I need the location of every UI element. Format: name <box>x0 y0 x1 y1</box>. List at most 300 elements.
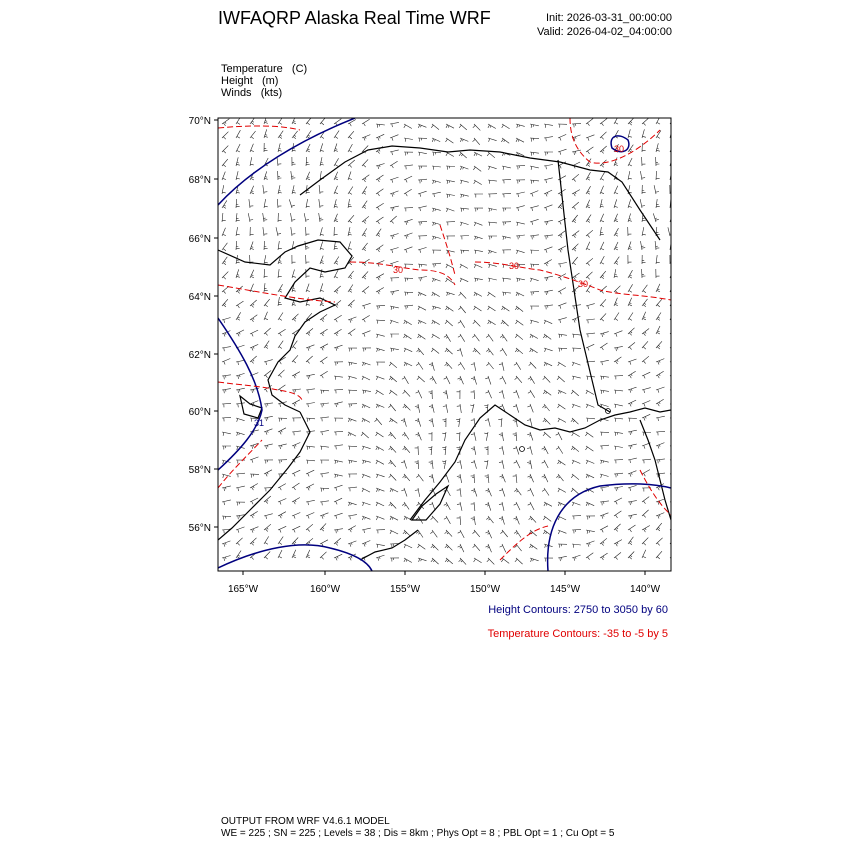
lat-label: 56°N <box>188 523 211 534</box>
wind-barb <box>362 186 367 194</box>
wind-barb <box>236 241 240 250</box>
wind-barb <box>544 124 553 128</box>
wind-barb <box>431 544 439 550</box>
wind-barb <box>432 334 440 339</box>
wind-barb <box>586 418 595 422</box>
wind-barb <box>446 180 455 184</box>
wind-barb <box>222 272 228 280</box>
wind-barb <box>416 432 422 440</box>
lon-label: 140°W <box>629 584 661 595</box>
wind-barb <box>500 544 506 552</box>
wind-barb <box>500 334 507 341</box>
wind-barb <box>558 231 565 238</box>
wind-barb <box>544 235 553 239</box>
wind-barb <box>500 348 507 356</box>
wind-barb <box>278 329 286 336</box>
wind-barb <box>306 345 314 351</box>
wind-barb <box>236 432 245 436</box>
wind-barb <box>306 227 310 236</box>
wind-barb <box>572 190 580 197</box>
model-info <box>221 816 614 840</box>
wind-barb <box>527 446 532 455</box>
wind-barb <box>390 177 399 183</box>
wind-barb <box>418 138 427 142</box>
wind-barb <box>502 166 511 170</box>
wind-barb <box>460 194 469 198</box>
wind-barb <box>470 404 474 413</box>
wind-barb <box>614 446 623 450</box>
wind-barb <box>334 529 343 534</box>
wind-barb <box>501 558 509 563</box>
wind-barb <box>527 432 533 441</box>
wind-barb <box>389 502 397 509</box>
wind-barb <box>600 271 606 279</box>
wind-barb <box>600 160 607 168</box>
wind-barb <box>656 313 661 321</box>
wind-barb <box>416 474 423 481</box>
wind-barb <box>320 523 326 531</box>
wind-barb <box>460 250 469 254</box>
wind-barb <box>670 255 674 264</box>
wind-barb <box>514 516 520 524</box>
wind-barb <box>306 403 315 408</box>
wind-barb <box>320 371 328 378</box>
wind-barb <box>362 201 367 209</box>
wind-barb <box>264 241 268 250</box>
wind-barb <box>376 245 383 252</box>
wind-barb <box>431 516 439 523</box>
wind-barb <box>250 538 257 546</box>
wind-barb <box>306 255 310 264</box>
wind-barb <box>628 387 637 392</box>
wind-barb <box>516 165 525 169</box>
wind-barb <box>320 446 329 450</box>
wind-barb <box>418 166 427 170</box>
wind-barb <box>222 185 226 194</box>
wind-barb <box>530 348 538 353</box>
wind-barb <box>348 376 357 380</box>
wind-barb <box>222 172 226 180</box>
wind-barb <box>334 270 338 278</box>
wind-barb <box>486 530 492 538</box>
wind-barb <box>558 303 566 309</box>
wind-barb <box>432 138 440 142</box>
wind-barb <box>572 376 581 380</box>
wind-barb <box>432 320 440 325</box>
height-contour <box>548 484 671 571</box>
longitude-axis <box>243 571 645 575</box>
wind-barb <box>264 299 270 307</box>
wind-barb <box>432 250 441 254</box>
lat-label: 62°N <box>188 350 211 361</box>
wind-barb <box>558 134 566 140</box>
wind-barb <box>402 502 409 509</box>
wind-barb <box>628 328 635 336</box>
wind-barb <box>306 157 310 166</box>
wind-barb <box>628 400 636 406</box>
wind-barb <box>628 514 637 519</box>
wind-barb <box>250 356 257 363</box>
wind-barb <box>642 526 650 533</box>
wind-barb <box>276 227 281 236</box>
wind-barb <box>362 376 370 380</box>
wind-barb <box>444 334 451 342</box>
wind-barb <box>443 390 448 399</box>
wind-barb <box>474 208 483 212</box>
wind-barb <box>628 171 632 180</box>
wind-barb <box>429 460 433 469</box>
wind-barb <box>600 186 604 194</box>
wind-barb <box>401 460 406 469</box>
wind-barb <box>642 312 646 320</box>
variable-height: Height (m) <box>221 75 279 87</box>
wind-barb <box>222 299 228 307</box>
wind-barb <box>362 135 370 141</box>
wind-barb <box>628 242 632 251</box>
wind-barb <box>390 348 399 352</box>
wind-barb <box>292 372 300 379</box>
wind-barb <box>292 400 300 407</box>
wind-barb <box>222 257 227 265</box>
wind-barb <box>348 515 357 520</box>
wind-barb <box>264 283 268 292</box>
wind-barb <box>640 171 645 180</box>
wind-barb <box>471 446 476 455</box>
wind-barb <box>432 278 441 282</box>
wind-barb <box>432 306 441 310</box>
wind-barb <box>544 247 552 253</box>
wind-barb <box>614 199 618 208</box>
height-contour-legend: Height Contours: 2750 to 3050 by 60 <box>488 604 668 616</box>
wind-barb <box>376 203 384 210</box>
wind-barb <box>558 334 567 338</box>
wind-barb <box>362 286 369 293</box>
wind-barb <box>320 256 324 264</box>
wind-barb <box>376 404 384 408</box>
wind-barb <box>291 227 296 236</box>
wind-barb <box>572 257 578 265</box>
wind-barb <box>628 501 637 506</box>
wind-barb <box>278 213 282 222</box>
wind-barb <box>558 124 567 128</box>
wind-barb <box>656 341 662 349</box>
wind-barb <box>498 418 502 427</box>
wind-barb <box>278 284 283 292</box>
wind-barb <box>542 460 549 468</box>
wind-barb <box>389 432 396 439</box>
wind-barb <box>264 416 273 421</box>
wind-barb <box>348 317 356 323</box>
wind-barb <box>516 138 524 142</box>
wind-barb <box>320 430 329 435</box>
coastline-bering-island <box>240 396 262 418</box>
wind-barb <box>614 116 618 124</box>
wind-barb <box>404 233 413 239</box>
wind-barb <box>656 199 660 208</box>
wind-barb <box>457 390 461 399</box>
wind-barb <box>264 129 268 138</box>
latitude-labels <box>189 116 211 534</box>
wind-barb <box>544 205 552 211</box>
wind-barb <box>348 300 355 308</box>
wind-barb <box>236 286 243 293</box>
wind-barb <box>334 199 338 208</box>
wind-barb <box>558 348 567 352</box>
wind-barb <box>432 208 441 212</box>
wind-barb <box>334 241 338 250</box>
wind-barb <box>278 313 283 321</box>
wind-barb <box>473 348 481 354</box>
wind-barb <box>334 376 343 380</box>
wind-barb <box>418 191 427 197</box>
wind-barb <box>432 152 441 156</box>
wind-barb <box>236 502 245 506</box>
wind-barb <box>543 418 551 424</box>
wind-barb <box>390 150 399 155</box>
wind-barb <box>376 175 384 182</box>
wind-barb <box>642 401 650 407</box>
wind-barb <box>222 119 229 126</box>
wind-barb <box>600 445 609 449</box>
wind-barb <box>642 299 648 307</box>
wind-barb <box>571 446 579 452</box>
wind-barb <box>306 500 315 505</box>
wind-barb <box>418 292 426 296</box>
wind-barb <box>513 432 517 441</box>
wind-barb <box>530 264 539 268</box>
wind-barb <box>572 432 580 437</box>
wind-barb <box>572 334 581 338</box>
wind-barb <box>236 418 245 422</box>
wind-barb <box>389 390 397 395</box>
wind-barb <box>486 348 493 355</box>
wind-barb <box>642 510 649 517</box>
wind-barb <box>250 157 254 166</box>
wind-barb <box>348 418 356 422</box>
wind-barb <box>443 474 449 483</box>
wind-barb <box>236 157 240 166</box>
wind-barb <box>306 550 310 558</box>
wind-barb <box>236 551 241 559</box>
wind-barb <box>514 530 521 538</box>
wind-barb <box>513 404 519 413</box>
wind-barb <box>473 166 481 171</box>
wind-barb <box>515 376 522 383</box>
wind-barb <box>404 558 412 563</box>
wind-barb <box>642 329 649 336</box>
wind-barb <box>586 460 594 464</box>
wind-barb <box>250 144 254 152</box>
wind-barb <box>655 241 659 250</box>
wind-barb <box>389 460 396 467</box>
city-marker <box>520 447 525 452</box>
wind-barb <box>614 376 623 380</box>
wind-barb <box>376 390 384 395</box>
wind-barb <box>530 191 538 197</box>
wind-barb <box>431 558 439 564</box>
wind-barb <box>656 371 664 378</box>
wind-barb <box>362 303 371 309</box>
wind-barb <box>500 474 506 482</box>
wind-barb <box>642 129 646 138</box>
wind-barb <box>222 486 231 491</box>
wind-barb <box>236 269 240 278</box>
wind-barb <box>558 318 567 323</box>
wind-barb <box>586 119 593 126</box>
wind-barb <box>656 255 660 264</box>
wind-barb <box>236 213 240 222</box>
wind-barb <box>236 360 245 365</box>
wind-barb <box>460 264 468 268</box>
wind-barb <box>446 306 454 311</box>
wind-barb <box>320 488 329 492</box>
wind-barb <box>376 217 384 224</box>
wind-barb <box>278 131 283 139</box>
wind-barb <box>502 179 511 183</box>
wind-barb <box>334 214 338 222</box>
wind-barb <box>319 185 323 194</box>
wind-barb <box>390 558 399 562</box>
wind-barb <box>418 179 427 183</box>
wind-barb <box>472 334 479 341</box>
wind-barb <box>278 418 287 422</box>
wind-barb <box>486 488 492 496</box>
lon-label: 145°W <box>549 584 581 595</box>
wind-barb <box>530 292 539 296</box>
wind-barb <box>656 523 662 531</box>
temperature-contour <box>640 470 671 515</box>
wind-barb <box>473 138 480 145</box>
wind-barb <box>264 312 268 320</box>
wind-barb <box>488 306 496 311</box>
wind-barb <box>530 334 538 339</box>
wind-barb <box>474 292 482 296</box>
wind-barb <box>404 165 413 169</box>
wind-barb <box>544 558 553 562</box>
wind-barb <box>585 432 593 437</box>
wind-barb <box>446 138 454 143</box>
wind-barb <box>334 362 343 366</box>
wind-barb <box>488 264 497 268</box>
wind-barb <box>458 334 465 342</box>
wind-barb <box>586 135 594 141</box>
wind-barb <box>486 362 493 369</box>
wind-barb <box>320 344 328 351</box>
wind-barb <box>415 418 421 427</box>
lat-label: 70°N <box>188 116 211 127</box>
wind-barb <box>572 516 581 520</box>
wind-barb <box>499 432 504 441</box>
longitude-labels <box>228 584 661 595</box>
wind-barb <box>278 341 283 349</box>
wind-barb <box>600 227 604 236</box>
wind-barb <box>417 348 424 355</box>
wind-barb <box>376 530 385 534</box>
wind-barb <box>404 544 412 548</box>
wind-barb <box>348 404 357 408</box>
wind-barb <box>586 376 595 380</box>
wind-barb <box>500 530 507 537</box>
wind-barb <box>429 474 434 483</box>
wind-barb <box>402 432 409 440</box>
wind-barb <box>320 513 328 519</box>
wind-barb <box>458 306 465 313</box>
wind-barb <box>236 473 245 477</box>
wind-barb <box>278 241 282 250</box>
wind-barb <box>500 376 506 384</box>
wind-barb <box>471 362 476 371</box>
wind-barb <box>486 516 493 523</box>
wind-barb <box>278 269 282 278</box>
wind-barb <box>460 138 468 142</box>
wind-barb <box>499 460 504 469</box>
wind-barb <box>306 172 310 180</box>
wind-barb <box>445 530 453 537</box>
wind-barb <box>376 544 385 548</box>
wind-barb <box>278 512 286 518</box>
wind-barb <box>642 269 646 278</box>
wind-barb <box>292 498 300 505</box>
wind-barb <box>320 283 324 292</box>
wind-barb <box>403 530 411 536</box>
wind-barb <box>277 157 281 166</box>
wind-barb <box>401 418 406 427</box>
wind-barb <box>653 213 659 222</box>
wind-barb <box>530 219 539 225</box>
wind-barb <box>499 488 505 497</box>
wind-barb <box>628 371 636 378</box>
wind-barb <box>614 473 623 477</box>
wind-barb <box>600 390 609 394</box>
wind-barb <box>348 215 354 223</box>
wind-barb <box>404 176 412 182</box>
wind-barb <box>460 236 469 240</box>
wind-barb <box>334 485 343 490</box>
wind-barb <box>348 241 352 250</box>
wind-barb <box>403 474 410 481</box>
wind-barb <box>600 119 607 126</box>
wind-barb <box>320 357 327 364</box>
wind-barb <box>499 502 504 511</box>
wind-barb <box>376 488 384 492</box>
wind-barb <box>446 194 455 198</box>
wind-barb <box>348 541 356 547</box>
wind-barb <box>586 304 595 309</box>
wind-barb <box>418 124 426 128</box>
wind-barb <box>600 501 609 505</box>
wind-barb <box>586 258 593 265</box>
wind-barb <box>600 360 609 365</box>
wind-barb <box>558 460 566 465</box>
wind-barb <box>600 513 608 519</box>
wind-barb <box>628 227 632 236</box>
wind-barb <box>319 199 324 208</box>
contour-label: 30 <box>614 144 625 154</box>
wind-barb <box>443 418 447 427</box>
wind-barb <box>348 432 356 436</box>
wind-barb <box>404 247 412 253</box>
wind-barb <box>415 446 419 455</box>
wind-barb <box>442 432 446 441</box>
wind-barb <box>530 206 539 211</box>
wind-barb <box>446 250 455 254</box>
wind-barb <box>306 513 314 519</box>
wind-barb <box>543 390 551 395</box>
wind-barb <box>614 460 623 464</box>
wind-barb <box>556 446 563 454</box>
wind-barb <box>263 213 268 222</box>
wind-barb <box>428 446 432 455</box>
